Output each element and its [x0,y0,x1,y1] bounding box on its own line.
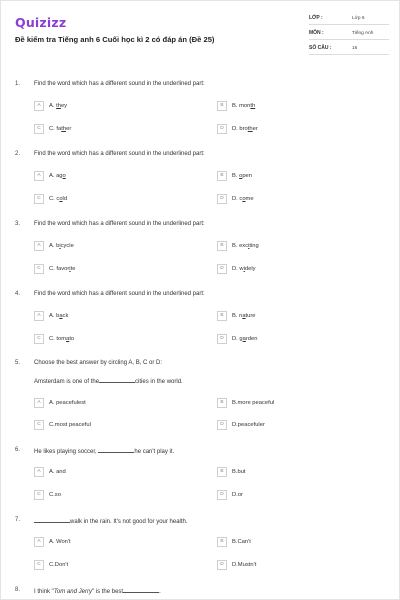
option-b[interactable] [217,310,256,321]
option-a[interactable] [34,397,86,408]
question-text: Find the word which has a different sound in the underlined part: [34,221,205,227]
question-number: 4. [15,291,21,297]
option-d[interactable] [217,193,254,204]
answer-blank [98,447,134,453]
option-a[interactable] [34,240,74,251]
option-letter-box: C [34,334,44,344]
option-letter-box: A [34,398,44,408]
option-letter-box: D [217,194,227,204]
option-text: B.but [232,468,246,475]
option-c[interactable] [34,419,91,430]
option-d[interactable] [217,419,265,430]
option-letter-box: B [217,241,227,251]
option-text: C.Don't [49,561,69,568]
option-letter-box: B [217,537,227,547]
quizizz-logo: Quizizz [15,15,67,30]
option-letter-box: B [217,398,227,408]
option-letter-box: D [217,334,227,344]
option-letter-box: D [217,560,227,570]
option-b[interactable] [217,466,246,477]
meta-row-subject [309,27,389,40]
option-a[interactable] [34,466,66,477]
option-text: D.Mustn't [232,561,257,568]
option-text: C. favorite [49,265,76,272]
question-number: 6. [15,447,21,453]
option-text: B.Can't [232,538,251,545]
option-text: D. widely [232,265,256,272]
question-sentence: Amsterdam is one of the cities in the world. [34,379,183,385]
option-text: D.peacefuler [232,421,265,428]
option-letter-box: D [217,124,227,134]
option-text: A. peacefulest [49,399,86,406]
option-text: D. brother [232,125,258,132]
option-letter-box: B [217,171,227,181]
question-number: 7. [15,517,21,523]
option-d[interactable] [217,333,257,344]
option-c[interactable] [34,263,75,274]
answer-blank [34,517,70,523]
option-text: A. bicycle [49,242,74,249]
option-letter-box: A [34,241,44,251]
option-text: C. tomato [49,335,75,342]
option-c[interactable] [34,333,74,344]
option-text: B.more peaceful [232,399,275,406]
option-text: D.or [232,491,243,498]
option-c[interactable] [34,123,71,134]
option-letter-box: D [217,264,227,274]
option-letter-box: A [34,467,44,477]
option-b[interactable] [217,100,255,111]
option-b[interactable] [217,240,259,251]
option-letter-box: C [34,560,44,570]
question-number: 3. [15,221,21,227]
option-text: B. month [232,102,256,109]
option-text: A. and [49,468,66,475]
question-number: 5. [15,360,21,366]
option-c[interactable] [34,193,67,204]
option-b[interactable] [217,170,252,181]
meta-key: MÔN : [309,30,324,36]
option-text: D. garden [232,335,258,342]
answer-blank [123,587,159,593]
option-letter-box: A [34,537,44,547]
page-title: Đề kiểm tra Tiếng anh 6 Cuối học kì 2 có đáp án (Đề 25) [15,35,215,44]
question-number: 2. [15,151,21,157]
option-text: A. back [49,312,69,319]
option-b[interactable] [217,536,251,547]
option-a[interactable] [34,170,66,181]
meta-row-count [309,42,389,55]
option-letter-box: C [34,194,44,204]
option-a[interactable] [34,100,67,111]
option-letter-box: A [34,101,44,111]
meta-key: LỚP : [309,15,323,21]
option-a[interactable] [34,536,71,547]
option-text: C.so [49,491,61,498]
question-text: walk in the rain. It's not good for your health. [34,517,188,525]
option-letter-box: A [34,311,44,321]
option-c[interactable] [34,559,68,570]
option-letter-box: B [217,101,227,111]
option-text: C. cold [49,195,68,202]
meta-value: 16 [352,45,358,51]
option-b[interactable] [217,397,274,408]
question-text: Find the word which has a different sound in the underlined part: [34,151,205,157]
option-letter-box: C [34,420,44,430]
option-text: A. Won't [49,538,71,545]
meta-row-class [309,12,389,25]
option-letter-box: C [34,490,44,500]
meta-key: SỐ CÂU : [309,45,332,51]
question-text: I think "Tom and Jerry" is the best . [34,589,161,595]
option-d[interactable] [217,123,258,134]
option-text: A. ago [49,172,66,179]
question-text: Find the word which has a different sound in the underlined part: [34,291,205,297]
question-text: He likes playing soccer, he can't play it. [34,449,175,455]
option-text: B. nature [232,312,256,319]
question-number: 1. [15,81,21,87]
option-letter-box: C [34,264,44,274]
option-letter-box: D [217,490,227,500]
option-letter-box: C [34,124,44,134]
meta-value: Tiếng Anh [352,30,374,36]
option-text: D. come [232,195,254,202]
option-a[interactable] [34,310,68,321]
option-text: B. exciting [232,242,259,249]
option-letter-box: B [217,311,227,321]
question-number: 8. [15,587,21,593]
option-d[interactable] [217,489,243,500]
meta-value: Lớp 6 [352,15,365,21]
option-letter-box: A [34,171,44,181]
answer-blank [99,377,135,383]
option-text: A. they [49,102,68,109]
option-letter-box: D [217,420,227,430]
question-text: Choose the best answer by circling A, B, C or D: [34,360,163,366]
option-d[interactable] [217,559,256,570]
option-d[interactable] [217,263,256,274]
option-text: C.most peaceful [49,421,91,428]
option-text: B. open [232,172,252,179]
meta-panel [309,12,389,57]
question-text: Find the word which has a different sound in the underlined part: [34,81,205,87]
option-text: C. father [49,125,72,132]
option-letter-box: B [217,467,227,477]
option-c[interactable] [34,489,61,500]
